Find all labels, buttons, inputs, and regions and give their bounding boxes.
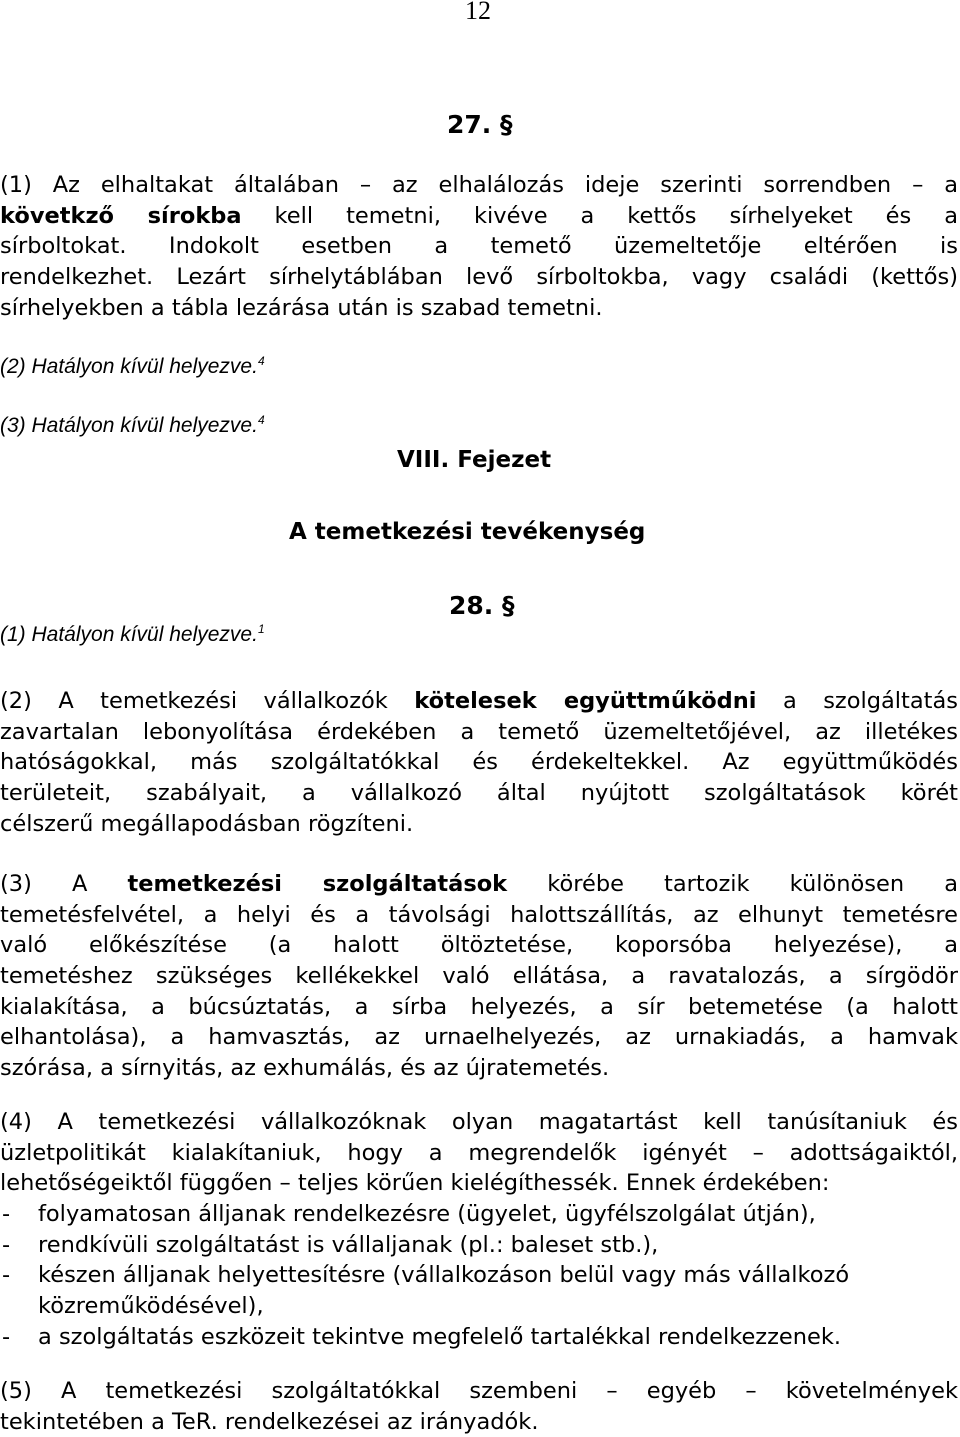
text-line: való előkészítése (a halott öltöztetése, koporsóba helyezése), a: [0, 932, 958, 959]
list-dash: -: [2, 1231, 11, 1258]
text-line: sírhelyekben a tábla lezárása után is szabad temetni.: [0, 294, 603, 321]
chapter-number: VIII. Fejezet: [397, 447, 552, 473]
page-number: 12: [465, 0, 491, 25]
emphasis-bold: kötelesek együttműködni: [414, 688, 757, 714]
section-28-paragraph-1: (1) Hatályon kívül helyezve.$^1$: [0, 622, 265, 646]
list-item-continuation: közreműködésével),: [38, 1293, 264, 1320]
list-item: - készen álljanak helyettesítésre (vállalkozáson belül vagy más vállalkozó: [0, 1260, 960, 1291]
section-28-list: [0, 1199, 960, 1352]
emphasis-bold: követkző sírokba: [0, 202, 242, 229]
text-line: üzletpolitikát kialakítaniuk, hogy a megrendelők igényét – adottságaiktól,: [0, 1139, 958, 1166]
text-line: rendelkezhet. Lezárt sírhelytáblában levő sírboltokba, vagy családi (kettős): [0, 264, 958, 291]
footnote-ref: 4: [257, 413, 265, 427]
section-28-paragraph-4: [0, 1107, 958, 1199]
footnote-ref: 1: [257, 622, 265, 636]
text-line: zavartalan lebonyolítása érdekében a temető üzemeltetőjével, az illetékes: [0, 718, 958, 745]
text-line: tekintetében a TeR. rendelkezései az irányadók.: [0, 1408, 539, 1435]
text-line: szórása, a sírnyitás, az exhumálás, és az újratemetés.: [0, 1055, 610, 1082]
list-dash: -: [2, 1323, 11, 1350]
footnote-ref: 4: [257, 354, 265, 368]
list-dash: -: [2, 1262, 11, 1289]
text-line: hatóságokkal, más szolgáltatókkal és érdekeltekkel. Az együttműködés: [0, 749, 958, 776]
list-dash: -: [2, 1201, 11, 1227]
section-28-heading: 28. §: [449, 591, 515, 620]
text-line: kialakítása, a búcsúztatás, a sírba helyezés, a sír betemetése (a halott: [0, 993, 958, 1020]
list-item: - folyamatosan álljanak rendelkezésre (ügyelet, ügyfélszolgálat útján),: [0, 1199, 960, 1230]
text-line: temetésfelvétel, a helyi és a távolsági halottszállítás, az elhunyt temetésre: [0, 901, 958, 928]
text-line: lehetőségeiktől függően – teljes körűen kielégíthessék. Ennek érdekében:: [0, 1170, 830, 1197]
text-line: területeit, szabályait, a vállalkozó által nyújtott szolgáltatások körét: [0, 780, 958, 807]
text-line: temetéshez szükséges kellékekkel való ellátása, a ravatalozás, a sírgödör: [0, 963, 958, 990]
text-line: (1) Az elhaltakat általában – az elhalálozás ideje szerinti sorrendben – a: [0, 172, 958, 198]
text-line: (2) A temetkezési vállalkozók kötelesek együttműködni a szolgáltatás: [0, 688, 959, 714]
list-item: - a szolgáltatás eszközeit tekintve megfelelő tartalékkal rendelkezzenek.: [0, 1322, 960, 1353]
text-line: sírboltokat. Indokolt esetben a temető üzemeltetője eltérően is: [0, 233, 958, 260]
text-line: (4) A temetkezési vállalkozóknak olyan magatartást kell tanúsítaniuk és: [0, 1109, 958, 1135]
chapter-title: A temetkezési tevékenység: [289, 519, 646, 545]
section-27-paragraph-1: [0, 170, 958, 323]
text-line: célszerű megállapodásban rögzíteni.: [0, 810, 414, 837]
section-27-paragraph-3: (3) Hatályon kívül helyezve.$^4$: [0, 413, 265, 437]
text-line: (5) A temetkezési szolgáltatókkal szembeni – egyéb – követelmények: [0, 1378, 958, 1404]
emphasis-bold: temetkezési szolgáltatások: [127, 871, 508, 897]
section-28-paragraph-3: [0, 869, 958, 1084]
section-27-heading: 27. §: [447, 110, 513, 139]
section-28-paragraph-5: [0, 1376, 958, 1437]
text-line: elhantolása), a hamvasztás, az urnaelhelyezés, az urnakiadás, a hamvak: [0, 1024, 958, 1051]
text-line: követkző sírokba kell temetni, kivéve a kettős sírhelyeket és a: [0, 202, 958, 229]
section-27-paragraph-2: (2) Hatályon kívül helyezve.$^4$: [0, 354, 265, 378]
list-item: - rendkívüli szolgáltatást is vállaljanak (pl.: baleset stb.),: [0, 1230, 960, 1261]
text-line: (3) A temetkezési szolgáltatások körébe tartozik különösen a: [0, 871, 959, 897]
section-28-paragraph-2: [0, 686, 958, 839]
